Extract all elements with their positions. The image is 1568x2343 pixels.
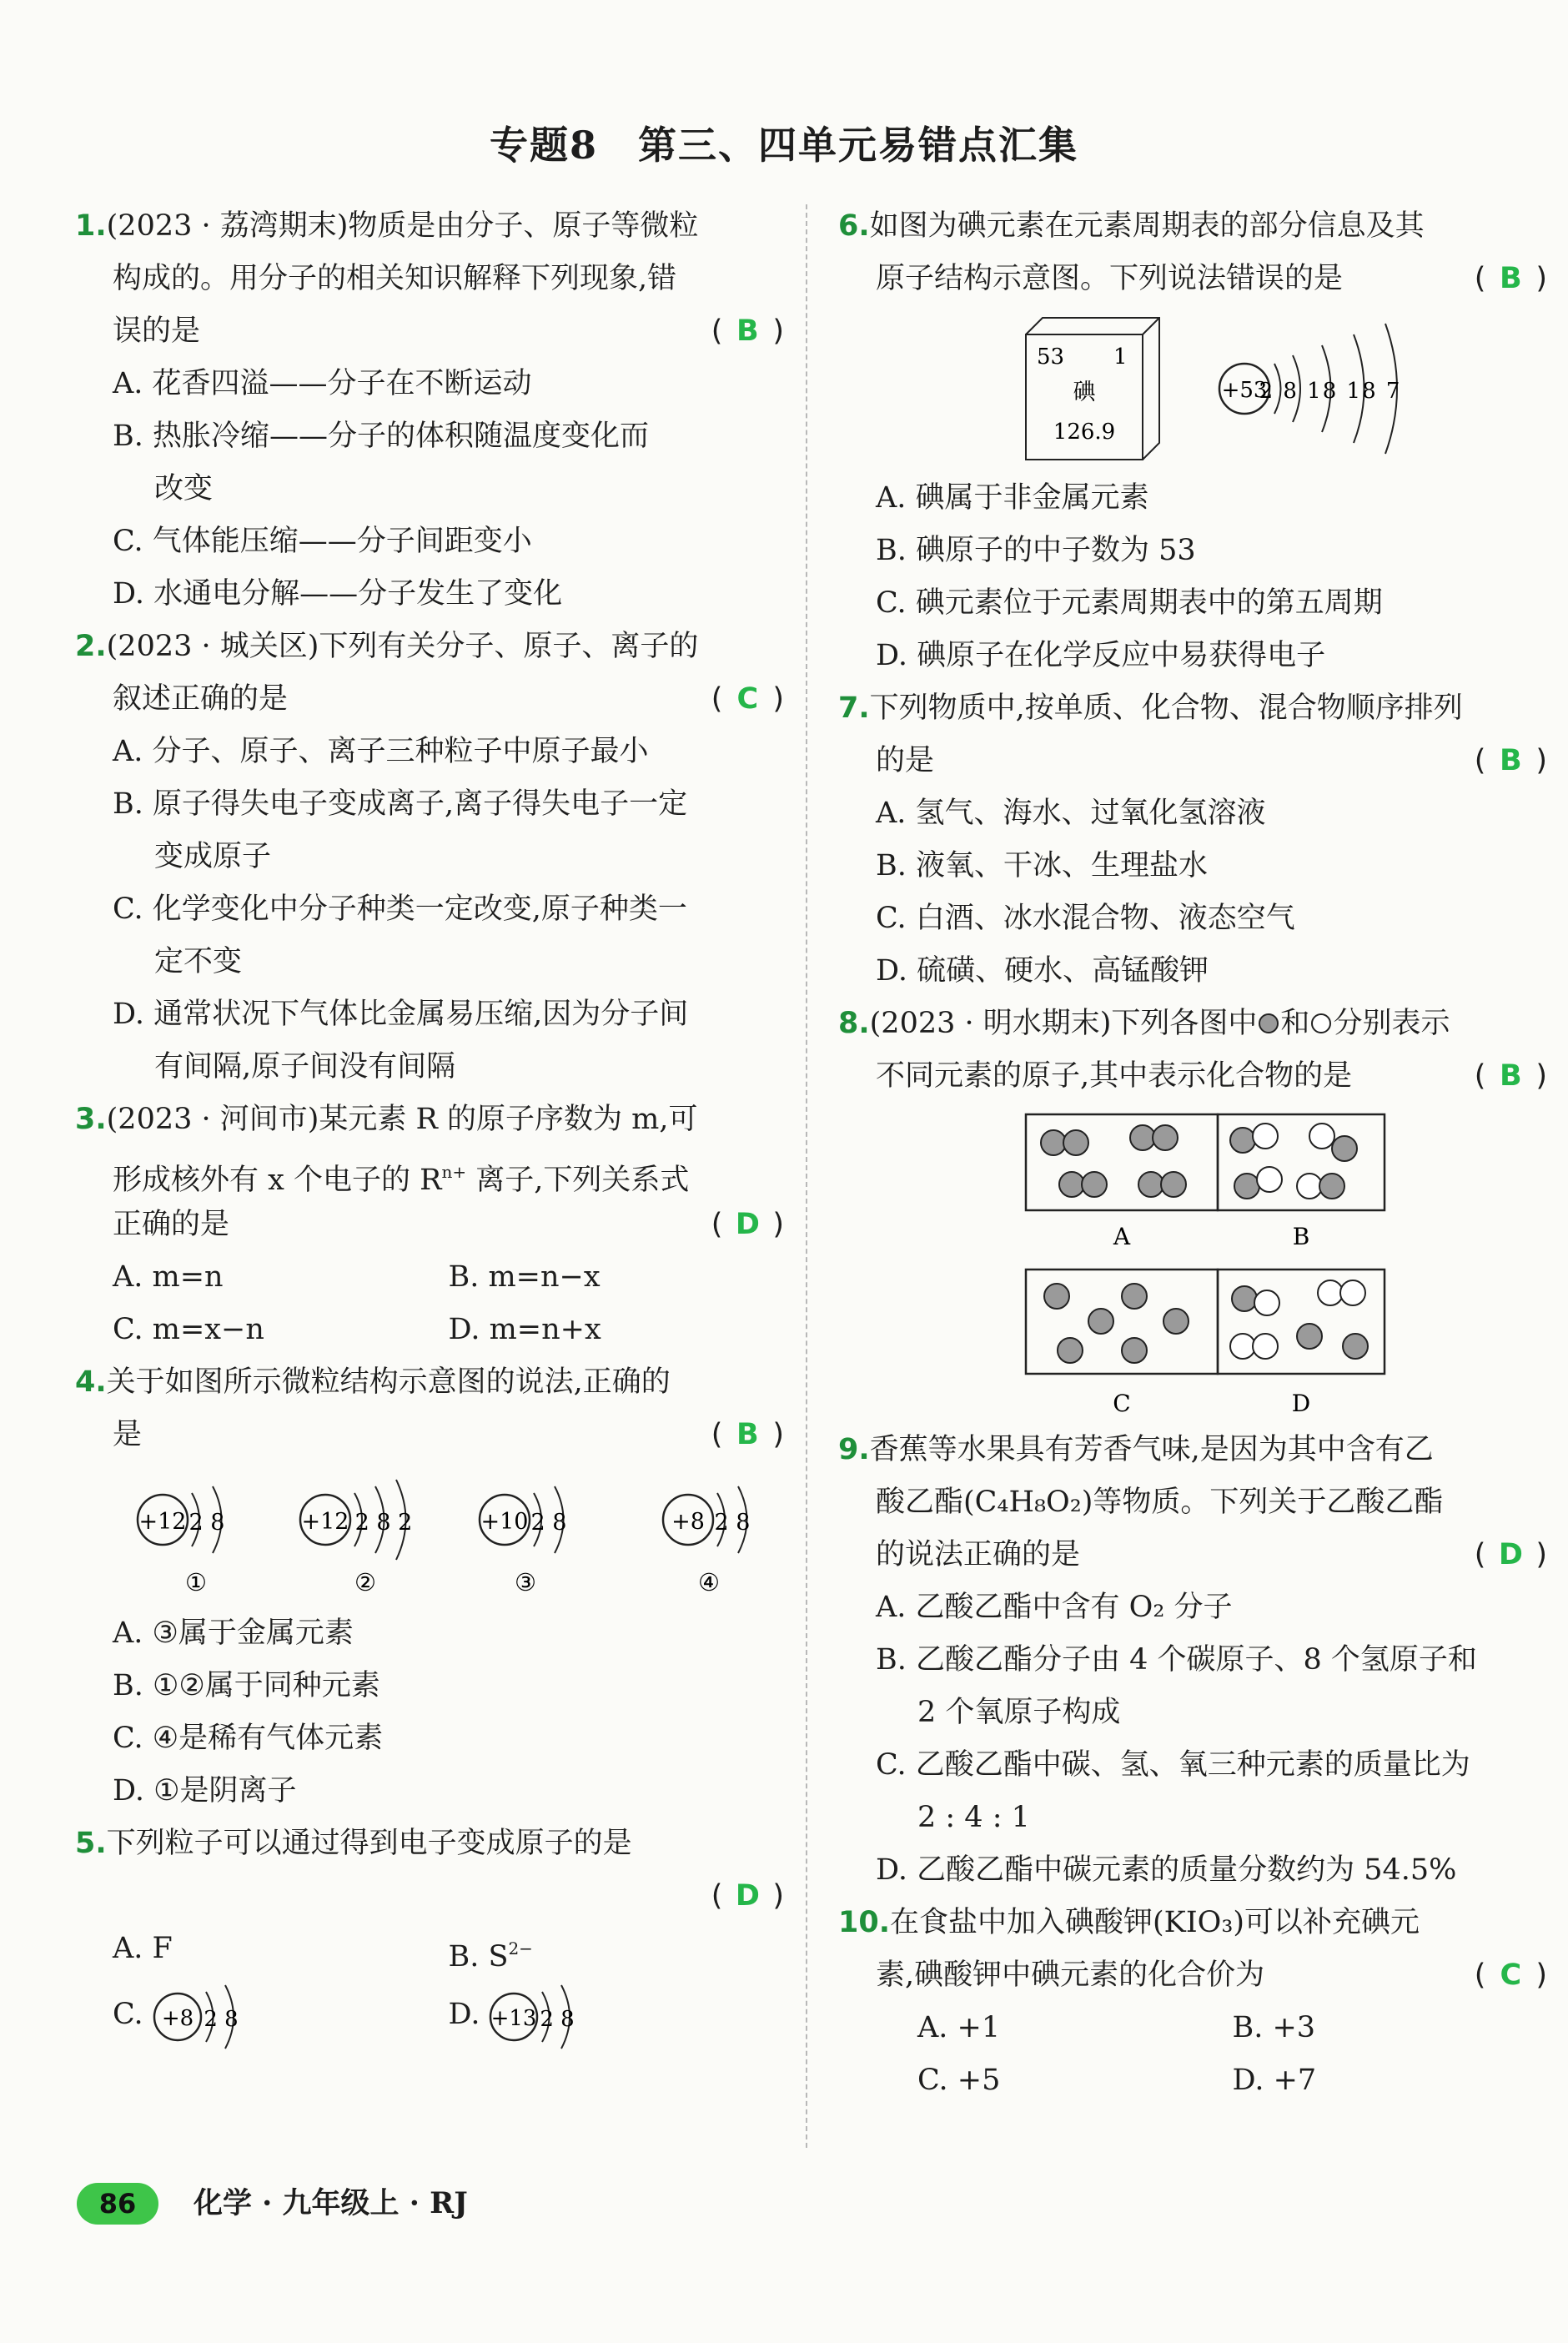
option-d: D. 水通电分解——分子发生了变化: [113, 577, 563, 611]
option-d: D. m=n+x: [448, 1313, 601, 1346]
question-2: [75, 621, 784, 1094]
diagram-label: ①: [185, 1568, 207, 1596]
question-number: 4.: [75, 1365, 107, 1399]
answer-bracket: ( D ): [1475, 1529, 1547, 1581]
particle-figure: [838, 1103, 1547, 1424]
question-5: [75, 1818, 784, 2059]
nucleus-label: +8: [161, 2006, 194, 2031]
shell-labels: 2 8: [714, 1510, 751, 1536]
option-b: B. m=n−x: [448, 1260, 601, 1294]
nucleus-label: +8: [671, 1509, 705, 1535]
option-c: [113, 1975, 449, 2059]
question-text: 分别表示: [1333, 1007, 1450, 1040]
answer-letter: C: [1500, 1958, 1522, 1992]
option-d: [449, 1975, 785, 2059]
option-a: A. 氢气、海水、过氧化氢溶液: [876, 797, 1266, 830]
answer-letter: B: [1500, 262, 1522, 295]
hollow-atom-icon: [1309, 1012, 1333, 1035]
option-b: B. 液氧、干冰、生理盐水: [876, 849, 1208, 882]
question-text: (2023 · 荔湾期末)物质是由分子、原子等微粒: [106, 209, 699, 243]
answer-bracket: ( C ): [1475, 1949, 1547, 2002]
question-text: 香蕉等水果具有芳香气味,是因为其中含有乙: [869, 1433, 1434, 1466]
particle-box-b: [1218, 1114, 1385, 1250]
question-number: 2.: [75, 630, 107, 663]
box-label: A: [1113, 1223, 1131, 1250]
shell-labels: 2 8: [530, 1510, 567, 1536]
option-a: A. F: [113, 1932, 173, 1965]
option-b: B. 热胀冷缩——分子的体积随温度变化而: [113, 420, 649, 453]
shell-labels: 2 8: [188, 1510, 225, 1536]
question-text: 的说法正确的是: [876, 1538, 1081, 1571]
question-text: 下列物质中,按单质、化合物、混合物顺序排列: [869, 691, 1463, 725]
superscript: 2−: [508, 1938, 533, 1958]
option-d-label: D.: [448, 1998, 480, 2031]
box-label: D: [1291, 1390, 1311, 1417]
question-text: 关于如图所示微粒结构示意图的说法,正确的: [106, 1365, 671, 1399]
box-label: C: [1113, 1390, 1131, 1417]
page-number-badge: 86: [77, 2183, 158, 2225]
question-6: [838, 200, 1547, 682]
option-d: D. 通常状况下气体比金属易压缩,因为分子间: [113, 998, 689, 1031]
question-number: 9.: [838, 1433, 870, 1466]
question-text: 和: [1280, 1007, 1310, 1040]
right-column: [838, 200, 1547, 2107]
answer-bracket: ( B ): [1475, 253, 1547, 305]
option-c-cont: 定不变: [154, 945, 243, 978]
question-text: 在食盐中加入碘酸钾(KIO₃)可以补充碘元: [890, 1906, 1420, 1939]
option-d: D. +7: [1232, 2064, 1317, 2097]
question-7: [838, 682, 1547, 998]
option-c: C. 化学变化中分子种类一定改变,原子种类一: [113, 892, 687, 926]
question-number: 3.: [75, 1103, 107, 1136]
answer-letter: C: [736, 682, 759, 716]
question-text: 素,碘酸钾中碘元素的化合价为: [876, 1958, 1265, 1992]
option-b: B. 原子得失电子变成离子,离子得失电子一定: [113, 787, 688, 821]
diagram-label: ④: [698, 1568, 720, 1596]
question-text: 形成核外有 x 个电子的 R: [113, 1164, 442, 1197]
structure-diagrams: [75, 1461, 784, 1607]
answer-letter: B: [736, 314, 759, 348]
question-number: 10.: [838, 1906, 891, 1939]
structure-diagram-2: [300, 1480, 412, 1596]
cell-superscript: 1: [1113, 344, 1128, 370]
box-label: B: [1292, 1223, 1310, 1250]
answer-letter: B: [1500, 1059, 1522, 1093]
option-b: [449, 1923, 785, 1975]
structure-diagram-3: [480, 1486, 566, 1596]
nucleus-label: +13: [490, 2006, 536, 2031]
shell-labels: 2 8: [204, 2007, 239, 2032]
option-b: B. 碘原子的中子数为 53: [876, 534, 1196, 567]
question-text: 正确的是: [113, 1208, 230, 1241]
option-b: B. 乙酸乙酯分子由 4 个碳原子、8 个氢原子和: [876, 1643, 1477, 1677]
shell-labels: 2 8: [539, 2007, 575, 2032]
answer-bracket: ( C ): [711, 673, 784, 726]
question-1: [75, 200, 784, 621]
option-c: C. 乙酸乙酯中碳、氢、氧三种元素的质量比为: [876, 1748, 1470, 1782]
option-a: A. m=n: [113, 1260, 224, 1294]
question-text: 如图为碘元素在元素周期表的部分信息及其: [869, 209, 1425, 243]
iodine-figure-svg: [838, 305, 1547, 472]
particle-figure-svg: [838, 1103, 1547, 1424]
question-text: 误的是: [113, 314, 201, 348]
option-c: C. m=x−n: [113, 1313, 264, 1346]
diagram-label: ②: [354, 1568, 376, 1596]
iodine-figure: [838, 305, 1547, 472]
particle-box-d: [1218, 1270, 1385, 1417]
question-4: [75, 1356, 784, 1818]
question-text: 构成的。用分子的相关知识解释下列现象,错: [113, 262, 677, 295]
answer-bracket: ( B ): [1475, 735, 1547, 787]
question-text: (2023 · 明水期末)下列各图中: [869, 1007, 1258, 1040]
question-text: 叙述正确的是: [113, 682, 289, 716]
option-d: D. 乙酸乙酯中碳元素的质量分数约为 54.5%: [876, 1853, 1457, 1887]
particle-box-c: [1026, 1270, 1218, 1417]
option-b: B. ①②属于同种元素: [113, 1669, 380, 1702]
atomic-number: 53: [1037, 344, 1065, 370]
structure-diagram-1: [138, 1486, 224, 1596]
option-b-cont: 改变: [154, 472, 214, 505]
answer-letter: B: [1500, 744, 1522, 777]
question-3: [75, 1094, 784, 1356]
question-number: 8.: [838, 1007, 870, 1040]
nucleus-label: +12: [301, 1509, 349, 1535]
answer-letter: D: [735, 1208, 760, 1241]
option-a: A. +1: [917, 2011, 1001, 2044]
question-text: 下列粒子可以通过得到电子变成原子的是: [106, 1827, 632, 1860]
option-c: C. 气体能压缩——分子间距变小: [113, 525, 532, 558]
option-a: A. ③属于金属元素: [113, 1616, 354, 1650]
superscript: n+: [441, 1162, 467, 1182]
iodine-atom-structure: [1219, 324, 1401, 454]
footer-text: 化学 · 九年级上 · RJ: [193, 2186, 468, 2220]
answer-bracket: ( D ): [711, 1199, 784, 1251]
option-c: C. ④是稀有气体元素: [113, 1722, 384, 1755]
answer-bracket: ( B ): [1475, 1050, 1547, 1103]
option-c-label: C.: [113, 1998, 143, 2031]
answer-letter: B: [736, 1418, 759, 1451]
question-text: 不同元素的原子,其中表示化合物的是: [876, 1059, 1353, 1093]
question-number: 7.: [838, 691, 870, 725]
periodic-table-cell: [1026, 318, 1159, 460]
option-b-cont: 变成原子: [154, 840, 272, 873]
option-c-cont: 2 : 4 : 1: [917, 1801, 1030, 1834]
shaded-atom-icon: [1257, 1012, 1280, 1035]
option-c-diagram: [146, 1975, 313, 2059]
option-d: D. 碘原子在化学反应中易获得电子: [876, 639, 1326, 672]
column-divider: [806, 204, 807, 2148]
answer-bracket: ( B ): [711, 305, 784, 358]
option-c: C. 碘元素位于元素周期表中的第五周期: [876, 586, 1383, 620]
option-d-cont: 有间隔,原子间没有间隔: [154, 1050, 456, 1084]
question-number: 1.: [75, 209, 107, 243]
shell-labels: 2 8 2: [354, 1510, 413, 1536]
question-text: 的是: [876, 744, 935, 777]
nucleus-label: +53: [1221, 378, 1268, 403]
option-c: C. +5: [917, 2064, 1001, 2097]
element-name: 碘: [1073, 380, 1096, 405]
answer-bracket: ( D ): [711, 1870, 784, 1923]
structure-diagram-4: [663, 1486, 750, 1596]
question-10: [838, 1897, 1547, 2107]
option-d: D. 硫磺、硬水、高锰酸钾: [876, 954, 1209, 988]
question-number: 5.: [75, 1827, 107, 1860]
answer-letter: D: [1498, 1538, 1523, 1571]
shell-labels: 2 8 18 18 7: [1259, 379, 1402, 404]
option-a: A. 花香四溢——分子在不断运动: [113, 367, 532, 400]
particle-box-a: [1026, 1114, 1218, 1250]
page-title: 专题8 第三、四单元易错点汇集: [489, 123, 1078, 168]
question-9: [838, 1424, 1547, 1897]
option-b: B. +3: [1232, 2011, 1316, 2044]
option-b-text: B. S: [448, 1940, 509, 1973]
answer-bracket: ( B ): [711, 1409, 784, 1461]
option-b-cont: 2 个氧原子构成: [917, 1696, 1121, 1729]
option-a: A. 分子、原子、离子三种粒子中原子最小: [113, 735, 649, 768]
question-text: (2023 · 河间市)某元素 R 的原子序数为 m,可: [106, 1103, 698, 1136]
option-a: A. 碘属于非金属元素: [876, 481, 1149, 515]
question-text: 离子,下列关系式: [466, 1164, 690, 1197]
atomic-mass: 126.9: [1053, 420, 1116, 445]
question-8: [838, 998, 1547, 1424]
answer-letter: D: [735, 1879, 760, 1913]
option-d: D. ①是阴离子: [113, 1774, 297, 1808]
question-text: 原子结构示意图。下列说法错误的是: [876, 262, 1344, 295]
left-column: [75, 200, 784, 2059]
option-d-diagram: [482, 1975, 649, 2059]
nucleus-label: +12: [138, 1509, 187, 1535]
question-text: 是: [113, 1418, 143, 1451]
option-c: C. 白酒、冰水混合物、液态空气: [876, 902, 1295, 935]
option-a: A. 乙酸乙酯中含有 O₂ 分子: [876, 1591, 1233, 1624]
question-number: 6.: [838, 209, 870, 243]
question-text: (2023 · 城关区)下列有关分子、原子、离子的: [106, 630, 699, 663]
diagram-label: ③: [515, 1568, 536, 1596]
structure-diagrams-svg: [75, 1461, 784, 1607]
question-text: 酸乙酯(C₄H₈O₂)等物质。下列关于乙酸乙酯: [876, 1486, 1444, 1519]
nucleus-label: +10: [480, 1509, 529, 1535]
